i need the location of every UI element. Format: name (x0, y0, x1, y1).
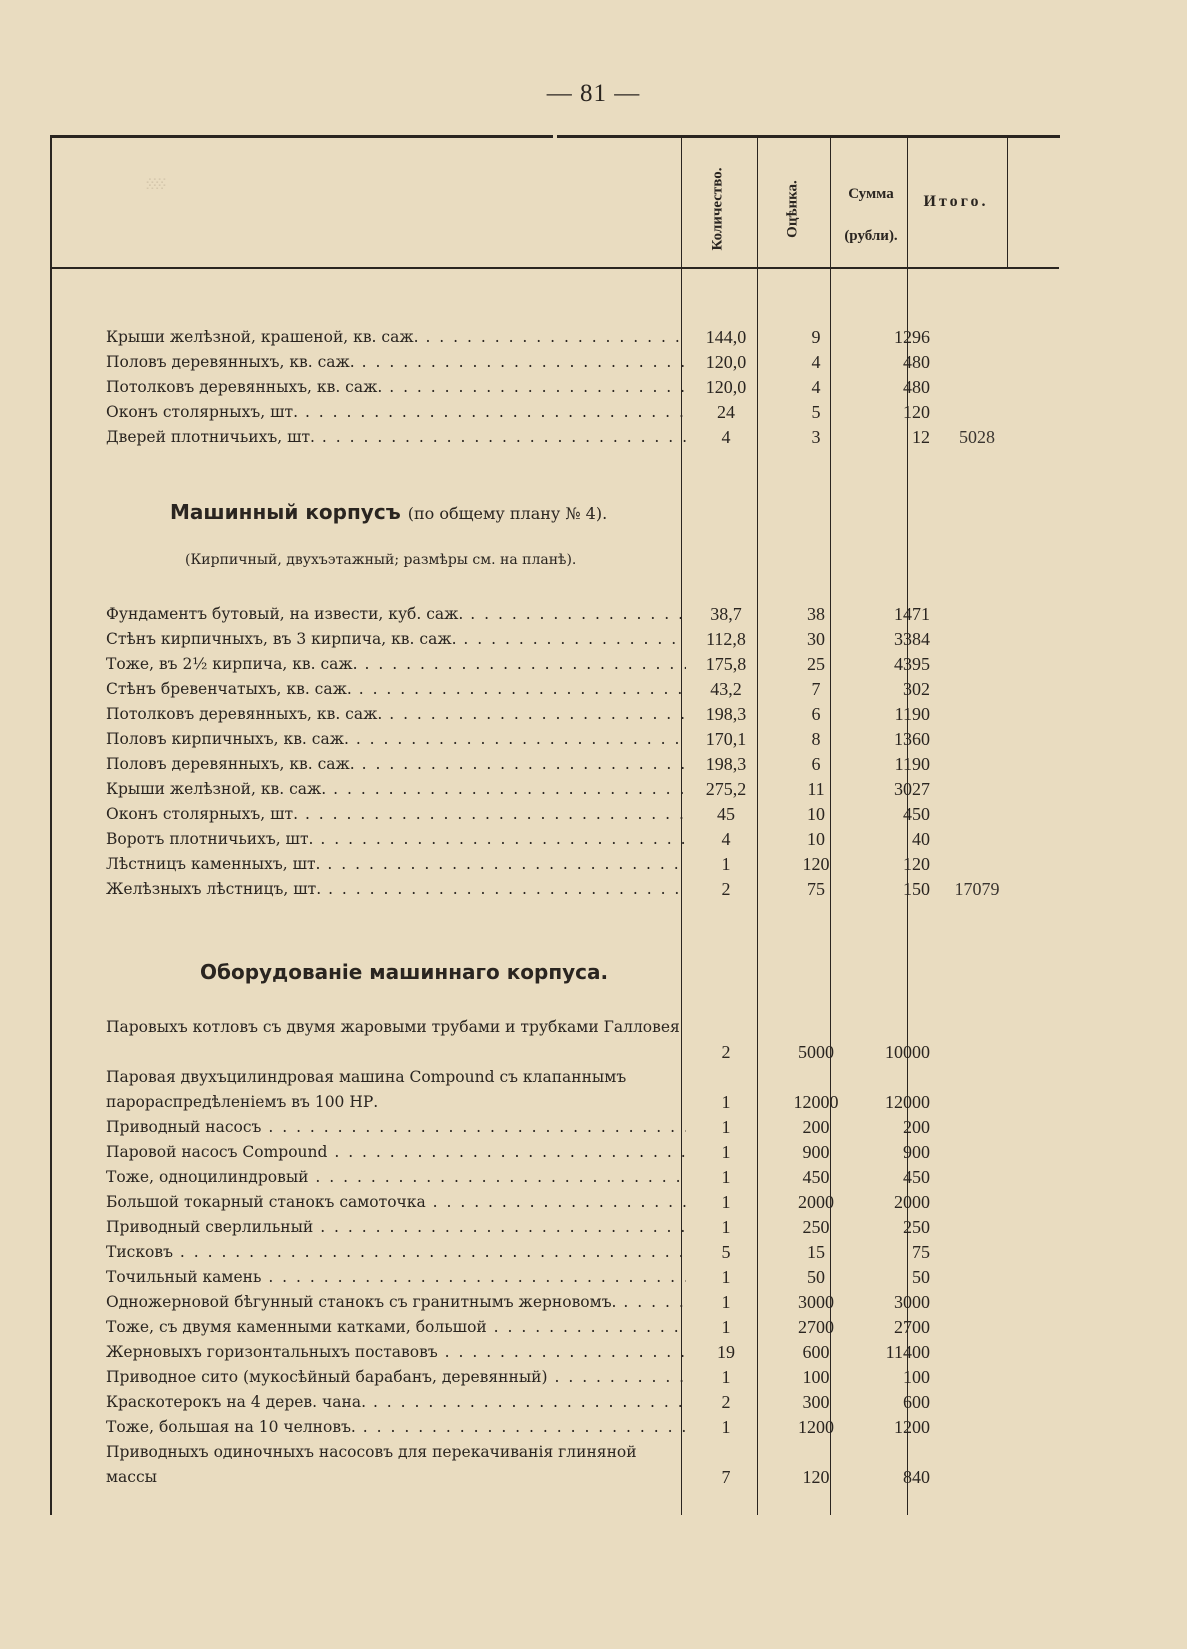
qty-cell: 4 (721, 427, 731, 447)
sum-cell: 900 (903, 1142, 930, 1162)
table-row (106, 325, 1004, 349)
rate-cell: 1200 (798, 1417, 834, 1437)
sum-cell: 12 (912, 427, 930, 447)
table-left-border (50, 135, 52, 1515)
item-name: Фундаментъ бутовый, на извести, куб. саж. . . . (106, 602, 686, 626)
rate-cell: 4 (811, 377, 821, 397)
total-cell (932, 1190, 1022, 1214)
rate-cell: 250 (802, 1217, 830, 1237)
item-name: Половъ кирпичныхъ, кв. саж. . . . (106, 727, 686, 751)
sum-cell: 480 (903, 377, 930, 397)
rate-cell: 25 (807, 654, 825, 674)
item-name: Половъ деревянныхъ, кв. саж. . . . (106, 752, 686, 776)
total-cell (932, 777, 1022, 801)
item-name: Желѣзныхъ лѣстницъ, шт. . . . (106, 877, 686, 901)
qty-cell: 2 (721, 1392, 731, 1412)
qty-cell: 5 (721, 1242, 731, 1262)
table-row (106, 350, 1004, 374)
qty-cell: 2 (721, 879, 731, 899)
item-name: Лѣстницъ каменныхъ, шт. . . . (106, 852, 686, 876)
qty-cell: 43,2 (710, 679, 742, 699)
sum-cell: 3000 (894, 1292, 930, 1312)
section2-title: Машинный корпусъ (по общему плану № 4). (170, 500, 608, 524)
total-cell: 17079 (954, 879, 1000, 899)
qty-cell: 1 (721, 854, 731, 874)
rate-cell: 450 (802, 1167, 830, 1187)
rate-cell: 38 (807, 604, 825, 624)
sum-cell: 200 (903, 1117, 930, 1137)
item-name: Одножерновой бѣгунный станокъ съ гранитнымъ жерновомъ. . . . (106, 1290, 686, 1314)
section2-note: (Кирпичный, двухъэтажный; размѣры см. на планѣ). (185, 552, 577, 568)
sum-cell: 1471 (894, 604, 930, 624)
total-cell (932, 1090, 1022, 1114)
item-name: Краскотерокъ на 4 дерев. чана. . . . (106, 1390, 686, 1414)
sum-cell: 11400 (885, 1342, 930, 1362)
header-sum: Сумма (рубли). (844, 186, 898, 244)
sum-cell: 2000 (894, 1192, 930, 1212)
table-row (106, 1215, 1004, 1239)
qty-cell: 7 (721, 1467, 731, 1487)
sum-cell: 40 (912, 829, 930, 849)
header-rate: Оцѣнка. (784, 180, 801, 238)
table-top-rule-left (50, 135, 553, 138)
header-qty: Количество. (709, 167, 726, 251)
total-cell (932, 852, 1022, 876)
sum-cell: 120 (903, 854, 930, 874)
item-name: Воротъ плотничьихъ, шт. . . . (106, 827, 686, 851)
rate-cell: 600 (802, 1342, 830, 1362)
item-name: Стѣнъ бревенчатыхъ, кв. саж. . . . (106, 677, 686, 701)
rate-cell: 10 (807, 804, 825, 824)
sum-cell: 4395 (894, 654, 930, 674)
item-name: Приводный насосъ . . . (106, 1115, 686, 1139)
qty-cell: 2 (721, 1042, 731, 1062)
table-row (106, 1290, 1004, 1314)
total-cell (932, 400, 1022, 424)
table-row (106, 1240, 1004, 1264)
rate-cell: 8 (811, 729, 821, 749)
total-cell (932, 325, 1022, 349)
sum-cell: 1360 (894, 729, 930, 749)
table-row (106, 1365, 1004, 1389)
sum-cell: 10000 (885, 1042, 930, 1062)
rate-cell: 75 (807, 879, 825, 899)
sum-cell: 600 (903, 1392, 930, 1412)
table-row (106, 1065, 1004, 1115)
rate-cell: 15 (807, 1242, 825, 1262)
table-row (106, 877, 1004, 901)
sum-cell: 1190 (894, 754, 930, 774)
qty-cell: 1 (721, 1192, 731, 1212)
table-row (106, 1265, 1004, 1289)
table-row (106, 752, 1004, 776)
total-cell (932, 1365, 1022, 1389)
qty-cell: 45 (717, 804, 735, 824)
table-row (106, 1440, 1004, 1490)
table-row (106, 1190, 1004, 1214)
table-row (106, 400, 1004, 424)
total-cell (932, 1465, 1022, 1489)
sum-cell: 75 (912, 1242, 930, 1262)
rate-cell: 3 (811, 427, 821, 447)
item-name: Потолковъ деревянныхъ, кв. саж. . . . (106, 375, 686, 399)
rate-cell: 10 (807, 829, 825, 849)
item-name: Приводныхъ одиночныхъ насосовъ для перекачиванія глиняной массы (106, 1443, 637, 1486)
rate-cell: 6 (811, 754, 821, 774)
item-name: Тоже, одноцилиндровый . . . (106, 1165, 686, 1189)
item-name: Половъ деревянныхъ, кв. саж. . . . (106, 350, 686, 374)
total-cell (932, 1215, 1022, 1239)
table-row (106, 1165, 1004, 1189)
qty-cell: 19 (717, 1342, 735, 1362)
qty-cell: 1 (721, 1267, 731, 1287)
qty-cell: 1 (721, 1417, 731, 1437)
rate-cell: 900 (802, 1142, 830, 1162)
sum-cell: 1296 (894, 327, 930, 347)
sum-cell: 1200 (894, 1417, 930, 1437)
qty-cell: 198,3 (705, 704, 747, 724)
rate-cell: 9 (811, 327, 821, 347)
table-row (106, 702, 1004, 726)
qty-cell: 1 (721, 1142, 731, 1162)
total-cell (932, 1040, 1022, 1064)
sum-cell: 302 (903, 679, 930, 699)
total-cell (932, 1390, 1022, 1414)
sum-cell: 2700 (894, 1317, 930, 1337)
item-name: Жерновыхъ горизонтальныхъ поставовъ . . . (106, 1340, 686, 1364)
total-cell (932, 1240, 1022, 1264)
item-name: Паровая двухъцилиндровая машина Compound съ клапаннымъ парораспредѣленіемъ въ 100 НР. (106, 1068, 627, 1111)
table-row (106, 777, 1004, 801)
sum-cell: 100 (903, 1367, 930, 1387)
item-name: Потолковъ деревянныхъ, кв. саж. . . . (106, 702, 686, 726)
item-name: Крыши желѣзной, крашеной, кв. саж. . . . (106, 325, 686, 349)
qty-cell: 275,2 (705, 779, 747, 799)
item-name: Приводный сверлильный . . . (106, 1215, 686, 1239)
rate-cell: 4 (811, 352, 821, 372)
table-row (106, 1390, 1004, 1414)
sum-cell: 1190 (894, 704, 930, 724)
sum-cell: 12000 (885, 1092, 930, 1112)
rate-cell: 2700 (798, 1317, 834, 1337)
total-cell (932, 802, 1022, 826)
qty-cell: 112,8 (706, 629, 746, 649)
qty-cell: 1 (721, 1167, 731, 1187)
total-cell (932, 652, 1022, 676)
qty-cell: 1 (721, 1217, 731, 1237)
table-row (106, 827, 1004, 851)
item-name: Тоже, съ двумя каменными катками, большой . . . (106, 1315, 686, 1339)
total-cell (932, 702, 1022, 726)
sum-cell: 840 (903, 1467, 930, 1487)
table-row (106, 1015, 1004, 1065)
page-number: — 81 — (546, 80, 641, 107)
total-cell (932, 1415, 1022, 1439)
table-row (106, 677, 1004, 701)
qty-cell: 4 (721, 829, 731, 849)
item-name: Стѣнъ кирпичныхъ, въ 3 кирпича, кв. саж. . . . (106, 627, 686, 651)
total-cell (932, 1165, 1022, 1189)
item-name: Точильный камень . . . (106, 1265, 686, 1289)
table-row (106, 425, 1004, 449)
qty-cell: 175,8 (705, 654, 747, 674)
qty-cell: 144,0 (705, 327, 747, 347)
table-row (106, 1315, 1004, 1339)
total-cell (932, 1290, 1022, 1314)
item-name: Тисковъ . . . (106, 1240, 686, 1264)
item-name: Оконъ столярныхъ, шт. . . . (106, 802, 686, 826)
sum-cell: 450 (903, 804, 930, 824)
item-name: Паровой насосъ Compound . . . (106, 1140, 686, 1164)
qty-cell: 1 (721, 1317, 731, 1337)
rate-cell: 5 (811, 402, 821, 422)
item-name: Крыши желѣзной, кв. саж. . . . (106, 777, 686, 801)
sum-cell: 480 (903, 352, 930, 372)
sum-cell: 3027 (894, 779, 930, 799)
total-cell (932, 677, 1022, 701)
qty-cell: 1 (721, 1292, 731, 1312)
rate-cell: 2000 (798, 1192, 834, 1212)
sum-cell: 120 (903, 402, 930, 422)
table-row (106, 727, 1004, 751)
rate-cell: 300 (802, 1392, 830, 1412)
qty-cell: 170,1 (705, 729, 747, 749)
table-row (106, 627, 1004, 651)
sum-cell: 3384 (894, 629, 930, 649)
total-cell (932, 1140, 1022, 1164)
rate-cell: 6 (811, 704, 821, 724)
total-cell: 5028 (959, 427, 995, 447)
table-row (106, 602, 1004, 626)
table-row (106, 852, 1004, 876)
total-cell (932, 827, 1022, 851)
total-cell (932, 727, 1022, 751)
item-name: Оконъ столярныхъ, шт. . . . (106, 400, 686, 424)
qty-cell: 1 (721, 1092, 731, 1112)
bleed-through-text: ░ (146, 178, 166, 191)
item-name: Тоже, въ 2½ кирпича, кв. саж. . . . (106, 652, 686, 676)
rate-cell: 3000 (798, 1292, 834, 1312)
total-cell (932, 1265, 1022, 1289)
rate-cell: 50 (807, 1267, 825, 1287)
qty-cell: 38,7 (710, 604, 742, 624)
total-cell (932, 1315, 1022, 1339)
rate-cell: 30 (807, 629, 825, 649)
rate-cell: 11 (807, 779, 825, 799)
qty-cell: 120,0 (705, 352, 747, 372)
rate-cell: 5000 (798, 1042, 834, 1062)
rate-cell: 120 (802, 854, 830, 874)
total-cell (932, 1115, 1022, 1139)
total-cell (932, 1340, 1022, 1364)
total-cell (932, 350, 1022, 374)
item-name: Паровыхъ котловъ съ двумя жаровыми трубами и трубками Галловея (106, 1018, 680, 1036)
rate-cell: 200 (802, 1117, 830, 1137)
qty-cell: 24 (717, 402, 735, 422)
table-row (106, 1415, 1004, 1439)
table-row (106, 375, 1004, 399)
sum-cell: 150 (903, 879, 930, 899)
table-right-border (1007, 135, 1008, 267)
sum-cell: 250 (903, 1217, 930, 1237)
table-row (106, 1340, 1004, 1364)
rate-cell: 12000 (793, 1092, 839, 1112)
table-row (106, 1115, 1004, 1139)
item-name: Большой токарный станокъ самоточка . . . (106, 1190, 686, 1214)
rate-cell: 120 (802, 1467, 830, 1487)
table-row (106, 652, 1004, 676)
total-cell (932, 752, 1022, 776)
table-top-rule-right (557, 135, 1060, 138)
item-name: Тоже, большая на 10 челновъ. . . . (106, 1415, 686, 1439)
header-total: Итого. (923, 193, 989, 210)
total-cell (932, 627, 1022, 651)
qty-cell: 120,0 (705, 377, 747, 397)
total-cell (932, 602, 1022, 626)
sum-cell: 50 (912, 1267, 930, 1287)
total-cell (932, 375, 1022, 399)
section3-title: Оборудованіе машиннаго корпуса. (200, 960, 609, 984)
table-row (106, 802, 1004, 826)
sum-cell: 450 (903, 1167, 930, 1187)
table-row (106, 1140, 1004, 1164)
qty-cell: 1 (721, 1367, 731, 1387)
qty-cell: 198,3 (705, 754, 747, 774)
item-name: Дверей плотничьихъ, шт. . . . (106, 425, 686, 449)
rate-cell: 7 (811, 679, 821, 699)
qty-cell: 1 (721, 1117, 731, 1137)
rate-cell: 100 (802, 1367, 830, 1387)
item-name: Приводное сито (мукосѣйный барабанъ, деревянный) . . . (106, 1365, 686, 1389)
